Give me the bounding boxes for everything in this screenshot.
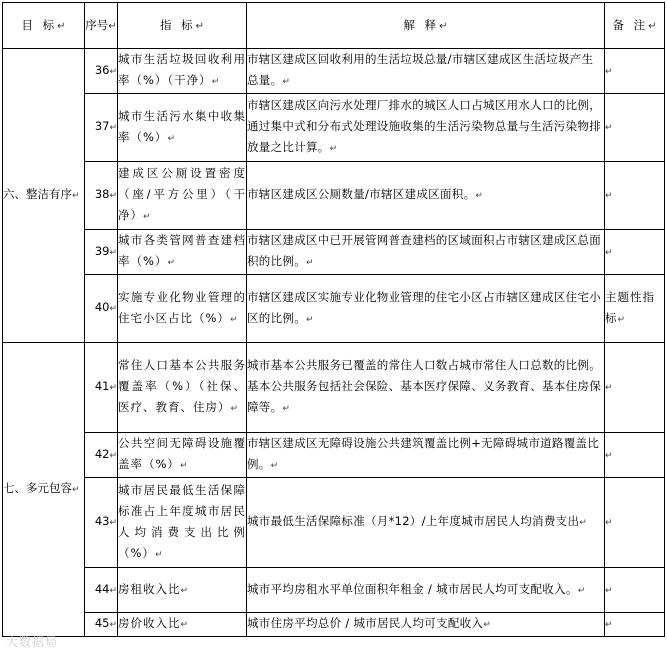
header-explanation <box>247 3 605 49</box>
paragraph-mark-icon: ↵ <box>605 450 614 461</box>
paragraph-mark-icon: ↵ <box>109 620 117 630</box>
header-indicator <box>118 3 247 49</box>
paragraph-mark-icon: ↵ <box>617 314 627 325</box>
goal-cell <box>3 343 85 637</box>
num-text: 41 <box>94 379 110 393</box>
paragraph-mark-icon: ↵ <box>109 304 117 314</box>
num-text: 37 <box>94 119 110 133</box>
paragraph-mark-icon: ↵ <box>109 191 117 201</box>
header-goal <box>3 3 85 49</box>
explanation-cell <box>247 613 605 637</box>
paragraph-mark-icon: ↵ <box>605 247 614 258</box>
note-text: 主题性指标 <box>605 289 655 325</box>
paragraph-mark-icon: ↵ <box>605 191 614 201</box>
num-cell <box>85 478 118 568</box>
paragraph-mark-icon: ↵ <box>109 585 117 596</box>
num-cell <box>85 94 118 162</box>
paragraph-mark-icon: ↵ <box>72 485 80 495</box>
paragraph-mark-icon: ↵ <box>167 133 176 144</box>
paragraph-mark-icon: ↵ <box>483 620 492 630</box>
goal-cell <box>3 49 85 343</box>
paragraph-mark-icon: ↵ <box>179 461 189 471</box>
num-cell <box>85 433 118 478</box>
paragraph-mark-icon: ↵ <box>108 20 117 32</box>
num-cell <box>85 568 118 613</box>
paragraph-mark-icon: ↵ <box>475 191 484 201</box>
note-cell <box>605 162 665 230</box>
paragraph-mark-icon: ↵ <box>270 461 279 471</box>
explanation-text: 市辖区建成区向污水处理厂排水的城区人口占城区用水人口的比例，通过集中式和分布式处理设施收集的生活污染物总量与生活污染物排放量之比计算。 <box>247 98 601 154</box>
header-note <box>605 3 665 49</box>
table-row <box>3 568 665 613</box>
explanation-cell <box>247 162 605 230</box>
indicator-text: 城市居民最低生活保障标准占上年度城市居民人均消费支出比例（%） <box>118 482 246 560</box>
paragraph-mark-icon: ↵ <box>195 20 205 32</box>
note-cell <box>605 49 665 94</box>
explanation-text: 市辖区建成区实施专业化物业管理的住宅小区占市辖区建成区住宅小区的比例。 <box>247 289 601 325</box>
explanation-cell <box>247 49 605 94</box>
paragraph-mark-icon: ↵ <box>109 450 117 461</box>
paragraph-mark-icon: ↵ <box>167 258 176 268</box>
explanation-cell <box>247 230 605 275</box>
indicator-text: 城市生活污水集中收集率（%） <box>118 108 246 144</box>
paragraph-mark-icon: ↵ <box>605 518 614 528</box>
paragraph-mark-icon: ↵ <box>109 383 117 393</box>
paragraph-mark-icon: ↵ <box>180 585 190 596</box>
paragraph-mark-icon: ↵ <box>57 20 66 32</box>
num-text: 42 <box>94 446 110 461</box>
num-text: 45 <box>94 616 110 630</box>
table-body <box>3 49 665 637</box>
explanation-text: 市辖区建成区中已开展管网普查建档的区域面积占市辖区建成区总面积的比例。 <box>247 233 601 268</box>
num-text: 36 <box>94 62 110 77</box>
explanation-cell <box>247 343 605 433</box>
explanation-cell <box>247 275 605 343</box>
num-cell <box>85 613 118 637</box>
paragraph-mark-icon: ↵ <box>109 518 117 528</box>
table-row <box>3 49 665 94</box>
indicator-cell <box>118 613 247 637</box>
num-text: 38 <box>94 187 110 201</box>
num-cell <box>85 275 118 343</box>
table-row <box>3 343 665 433</box>
explanation-cell <box>247 94 605 162</box>
note-cell <box>605 568 665 613</box>
indicator-text: 房价收入比 <box>118 616 181 630</box>
note-cell <box>605 613 665 637</box>
num-text: 39 <box>94 243 110 258</box>
note-cell <box>605 433 665 478</box>
explanation-cell <box>247 433 605 478</box>
explanation-text: 市辖区建成区公厕数量/市辖区建成区面积。 <box>247 187 476 201</box>
paragraph-mark-icon: ↵ <box>605 123 614 133</box>
paragraph-mark-icon: ↵ <box>109 66 117 77</box>
indicator-cell <box>118 568 247 613</box>
explanation-text: 城市住房平均总价 / 城市居民人均可支配收入 <box>247 616 484 630</box>
table-row <box>3 478 665 568</box>
goal-label: 七、多元包容 <box>3 481 72 495</box>
paragraph-mark-icon: ↵ <box>229 314 239 325</box>
watermark: 大数据局 <box>6 635 59 649</box>
header-seq-label: 序号 <box>85 17 109 32</box>
note-cell <box>605 275 665 343</box>
table-row <box>3 94 665 162</box>
paragraph-mark-icon: ↵ <box>143 212 152 222</box>
paragraph-mark-icon: ↵ <box>180 620 190 630</box>
paragraph-mark-icon: ↵ <box>605 66 614 77</box>
paragraph-mark-icon: ↵ <box>306 314 314 325</box>
paragraph-mark-icon: ↵ <box>577 585 586 596</box>
header-goal-label: 目 标 <box>21 17 58 32</box>
paragraph-mark-icon: ↵ <box>230 404 240 414</box>
header-explanation-label: 解 释 <box>403 17 440 32</box>
indicator-text: 实施专业化物业管理的住宅小区占比（%） <box>118 289 246 325</box>
indicator-cell <box>118 433 247 478</box>
header-indicator-label: 指 标 <box>159 17 196 32</box>
indicator-cell <box>118 478 247 568</box>
table-row <box>3 275 665 343</box>
explanation-text: 城市最低生活保障标准（月*12）/上年度城市居民人均消费支出 <box>247 514 580 528</box>
table-row <box>3 613 665 637</box>
indicator-table <box>2 2 665 637</box>
num-text: 43 <box>94 514 110 528</box>
paragraph-mark-icon: ↵ <box>211 77 221 87</box>
num-cell <box>85 343 118 433</box>
paragraph-mark-icon: ↵ <box>329 144 338 154</box>
table-row <box>3 230 665 275</box>
indicator-text: 公共空间无障碍设施覆盖率（%） <box>118 436 246 471</box>
indicator-text: 城市各类管网普查建档率（%） <box>118 233 246 268</box>
explanation-text: 市辖区建成区回收利用的生活垃圾总量/市辖区建成区生活垃圾产生总量。 <box>247 52 594 87</box>
explanation-cell <box>247 478 605 568</box>
explanation-text: 城市平均房租水平单位面积年租金 / 城市居民人均可支配收入。 <box>247 581 578 596</box>
paragraph-mark-icon: ↵ <box>282 404 291 414</box>
num-cell <box>85 49 118 94</box>
header-seq <box>85 3 118 49</box>
note-cell <box>605 94 665 162</box>
explanation-cell <box>247 568 605 613</box>
note-cell <box>605 478 665 568</box>
paragraph-mark-icon: ↵ <box>605 585 614 596</box>
indicator-cell <box>118 230 247 275</box>
indicator-cell <box>118 94 247 162</box>
paragraph-mark-icon: ↵ <box>439 20 448 32</box>
paragraph-mark-icon: ↵ <box>579 518 588 528</box>
header-row <box>3 3 665 49</box>
paragraph-mark-icon: ↵ <box>154 549 164 560</box>
note-cell <box>605 343 665 433</box>
paragraph-mark-icon: ↵ <box>648 20 657 32</box>
indicator-cell <box>118 49 247 94</box>
note-cell <box>605 230 665 275</box>
num-cell <box>85 162 118 230</box>
indicator-text: 常住人口基本公共服务覆盖率（%）（社保、医疗、教育、住房） <box>118 358 246 414</box>
indicator-text: 建成区公厕设置密度（座/平方公里）（干净） <box>118 166 246 222</box>
num-cell <box>85 230 118 275</box>
paragraph-mark-icon: ↵ <box>605 383 614 393</box>
paragraph-mark-icon: ↵ <box>109 247 117 258</box>
indicator-text: 房租收入比 <box>118 581 181 596</box>
paragraph-mark-icon: ↵ <box>306 258 314 268</box>
table-row <box>3 162 665 230</box>
explanation-text: 城市基本公共服务已覆盖的常住人口数占城市常住人口总数的比例。基本公共服务包括社会保险、基本医疗保障、义务教育、基本住房保障等。 <box>247 358 601 414</box>
indicator-cell <box>118 275 247 343</box>
paragraph-mark-icon: ↵ <box>282 77 291 87</box>
header-note-label: 备 注 <box>612 17 649 32</box>
explanation-text: 市辖区建成区无障碍设施公共建筑覆盖比例+无障碍城市道路覆盖比例。 <box>247 436 600 471</box>
paragraph-mark-icon: ↵ <box>605 620 614 630</box>
table-row <box>3 433 665 478</box>
paragraph-mark-icon: ↵ <box>72 191 80 201</box>
goal-label: 六、整洁有序 <box>3 187 72 201</box>
indicator-text: 城市生活垃圾回收利用率（%）（干净） <box>118 52 246 87</box>
num-text: 44 <box>94 581 110 596</box>
paragraph-mark-icon: ↵ <box>109 123 117 133</box>
indicator-cell <box>118 343 247 433</box>
indicator-cell <box>118 162 247 230</box>
num-text: 40 <box>94 300 110 314</box>
